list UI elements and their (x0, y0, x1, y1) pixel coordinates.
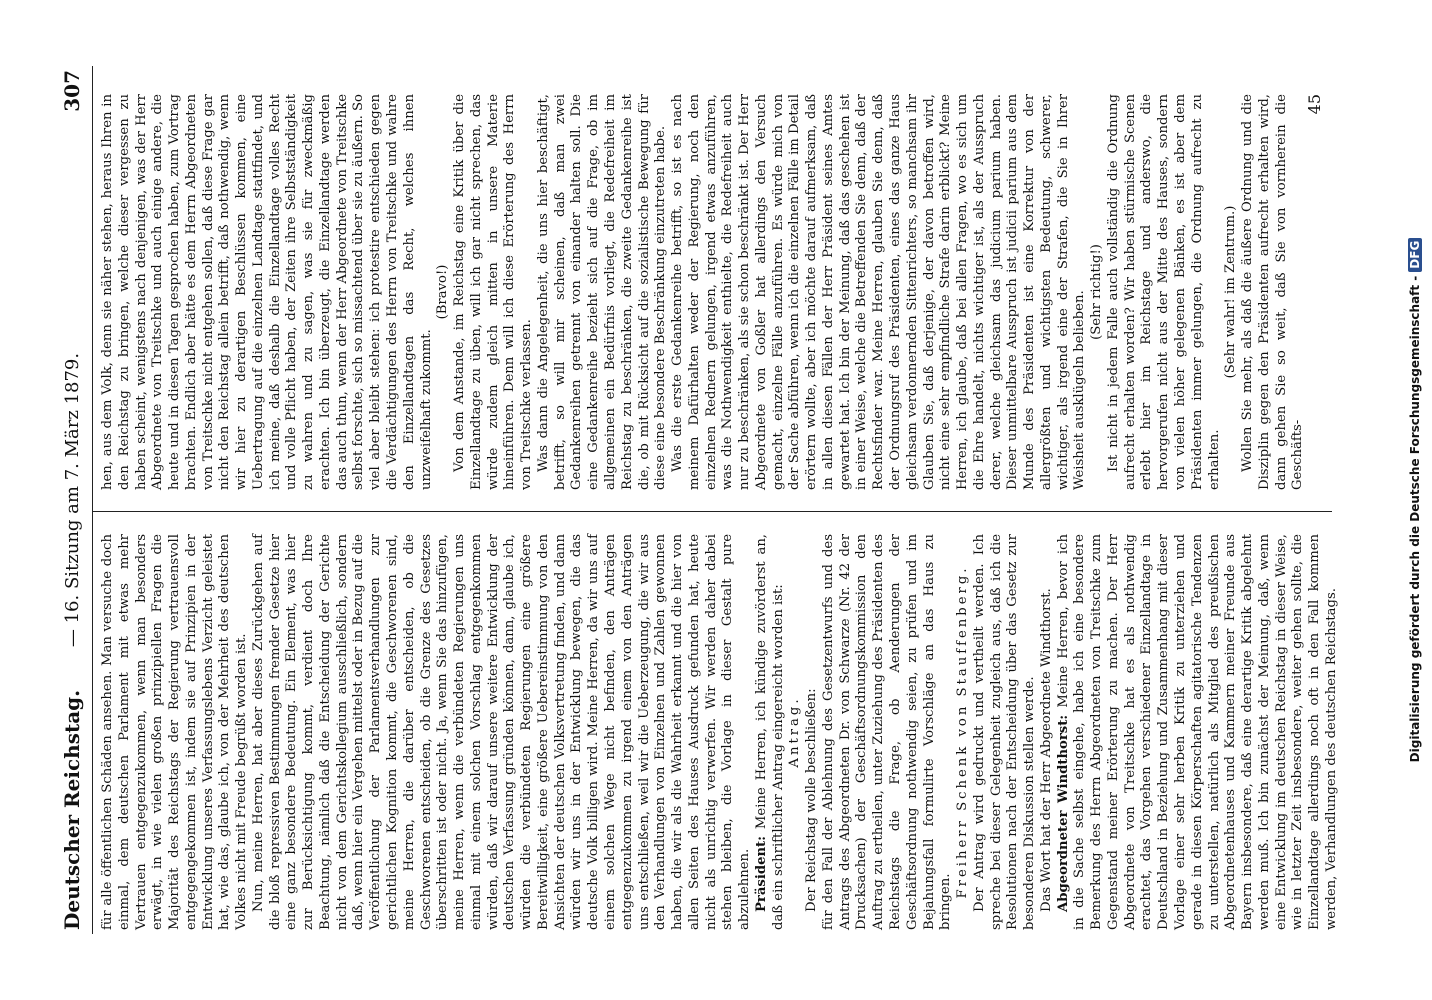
column-divider (92, 511, 1332, 512)
paragraph: Das Wort hat der Herr Abgeordnete Windthorst. (1038, 588, 1054, 912)
paragraph: hen, aus dem Volk, denn sie näher stehen, heraus Ihren in den Reichstag zu bringen, welche dieser vergessen zu haben scheint, wenigstens nach denjenigen, was der Herr Abgeordnete von Treitschke und auch einige andere, die heute und in diesen Tagen gesprochen haben, zum Vortrag brachten. Endlich aber hätte es dem Herrn Abgeordneten von Treitschke nicht entgehen sollen, daß diese Frage gar nicht den Reichstag allein betrifft, daß nothwendig, wenn wir hier zu derartigen Beschlüssen kommen, eine Uebertragung auf die einzelnen Landtage stattfindet, und ich meine, daß deshalb die Einzellandtage volles Recht und volle Pflicht haben, der Zeiten ihre Selbstständigkeit zu wahren und zu sagen, was sie für zweckmäßig erachten. Ich bin überzeugt, die Einzellandtage werden das auch thun, wenn der Herr Abgeordnete von Treitschke selbst forschte, sich so missachtend über sie zu äußern. So viel aber bleibt stehen: ich protestire entschieden gegen die Verdächtigungen des Herrn von Treitschke und wahre den Einzellandtagen das Recht, welches ihnen unzweifelhaft zukommt. (100, 94, 434, 490)
signature-mark: 45 (1305, 94, 1325, 115)
page-header (58, 66, 93, 934)
speaker-label: Präsident: (753, 835, 769, 912)
digitization-credit (1408, 40, 1428, 960)
interjection: (Sehr wahr! im Zentrum.) (1223, 205, 1239, 379)
motion-signature: Freiherr Schenk von Stauffenberg. (955, 565, 971, 899)
paragraph: Wollen Sie mehr, als daß die äußere Ordnung und die Disziplin gegen den Präsidenten aufrecht erhalten wird, dann gehen Sie so weit, daß Sie von vornherein die Geschäfts- (1240, 94, 1306, 490)
speaker-statement (1056, 534, 1341, 930)
header-publication: Deutscher Reichstag. (60, 689, 84, 930)
right-column (100, 94, 1324, 490)
paragraph: Nun, meine Herren, hat aber dieses Zurückgehen auf die bloß repressiven Bestimmungen fremder Gesetze hier eine ganz besondere Bedeutung. Ein Element, was hier zur Berücksichtigung kommt, verdient doch Ihre Beachtung, nämlich daß die Entscheidung der Gerichte nicht von dem Gerichtskollegium ausschließlich, sondern daß, wenn hier ein Vergehen mittelst oder in Bezug auf die Veröffentlichung der Parlamentsverhandlungen zur gerichtlichen Kognition kommt, die Geschworenen sind, meine Herren, die darüber entscheiden, ob die Geschworenen entscheiden, ob die Grenze des Gesetzes überschritten ist oder nicht. Ja, wenn Sie das hinzufügen, meine Herren, wenn die verbündeten Regierungen uns einmal mit einem solchen Vorschlag entgegenkommen würden, daß wir darauf unsere weitere Entwicklung der deutschen Verfassung gründen können, dann, glaube ich, würden die verbündeten Regierungen eine größere Bereitwilligkeit, eine größere Uebereinstimmung von den Ansichten der deutschen Volksvertretung finden, und dann würden wir uns in der Entwicklung bewegen, die das deutsche Volk billigen wird. Meine Herren, da wir uns auf einem solchen Wege nicht befinden, den Anträgen entgegenzukommen zu irgend einem von den Anträgen uns entschließen, weil wir die Ueberzeugung, die wir aus den Verhandlungen von Einzelnen und Zahlen gewonnen haben, die wir als die Wahrheit erkannt und die hier von allen Seiten des Hauses Ausdruck gefunden hat, heute nicht als unrichtig verwerfen. Wir werden daher dabei stehen bleiben, die Vorlage in dieser Gestalt pure abzulehnen. (250, 534, 753, 930)
motion-body: für den Fall der Ablehnung des Gesetzentwurfs und des Antrags des Abgeordneten Dr. von Schwarze (Nr. 42 der Drucksachen) der Geschäftsordnungskommission den Auftrag zu ertheilen, unter Zuziehung des Präsidenten des Reichstags die Frage, ob Aenderungen der Geschäftsordnung nothwendig seien, zu prüfen und im Bejahungsfall formulirte Vorschläge an das Haus zu bringen. (820, 534, 954, 930)
paragraph: Ist nicht in jedem Falle auch vollständig die Ordnung aufrecht erhalten worden? Wir haben stürmische Scenen erlebt hier im Reichstage und anderswo, die hervorgerufen nicht aus der Mitte des Hauses, sondern von vielen höher gelegenen Bänken, es ist aber dem Präsidenten immer gelungen, die Ordnung aufrecht zu erhalten. (1105, 94, 1222, 490)
speech-text: Meine Herren, bevor ich in die Sache selbst eingehe, habe ich eine besondere Bemerkung des Herrn Abgeordneten von Treitschke zum Gegenstand meiner Erörterung zu machen. Der Herr Abgeordnete von Treitschke hat es als nothwendig erachtet, das Vorgehen verschiedener Einzellandtage in Deutschland in Beziehung und Zusammenhang mit dieser Vorlage einer sehr herben Kritik zu unterziehen und gerade in diesen Körperschaften agitatorische Tendenzen zu unterstellen, natürlich als Mitglied des preußischen Abgeordnetenhauses und Kammern meiner Freunde aus Bayern insbesondere, daß eine derartige Kritik abgelehnt werden muß. Ich bin zunächst der Meinung, daß, wenn eine Entwicklung im deutschen Reichstag in dieser Weise, wie in letzter Zeit insbesondere, weiter gehen sollte, die Einzellandtage allerdings noch oft in den Fall kommen werden, Verhandlungen des deutschen Reichstags. (1055, 533, 1339, 930)
dfg-logo: DFG (1408, 238, 1422, 272)
paragraph: Der Antrag wird gedruckt und vertheilt werden. Ich spreche bei dieser Gelegenheit zugleich aus, daß ich die Resolutionen nach der Entscheidung über das Gesetz zur besonderen Diskussion stellen werde. (971, 534, 1038, 930)
page-number: 307 (60, 70, 84, 112)
left-column (100, 534, 1341, 930)
president-statement (754, 534, 788, 930)
motion-heading: Antrag. (787, 696, 803, 768)
paragraph: Von dem Anstande, im Reichstag eine Kritik über die Einzellandtage zu üben, will ich gar nicht sprechen, das würde zudem gleich mitten in unsere Materie hineinführen. Denn will ich diese Erörterung des Herrn von Treitschke verlassen. (452, 94, 535, 490)
paragraph: für alle öffentlichen Schäden ansehen. Man versuche doch einmal, dem deutschen Parlament mit etwas mehr Vertrauen entgegenzukommen, wenn man besonders erwägt, in wie vielen großen prinzipiellen Fragen die Majorität des Reichstags der Regierung vertrauensvoll entgegengekommen ist, indem sie auf Prinzipien in der Entwicklung unseres Verfassungslebens Verzicht geleistet hat, wie das, glaube ich, von der Mehrheit des deutschen Volkes nicht mit Freude begrüßt worden ist. (100, 534, 250, 930)
interjection: (Sehr richtig!) (1089, 244, 1105, 340)
header-session: — 16. Sitzung am 7. März 1879. (62, 352, 83, 648)
speaker-label: Abgeordneter Windthorst: (1055, 714, 1071, 912)
motion-intro: Der Reichstag wolle beschließen: (804, 688, 820, 912)
paragraph: Was die erste Gedankenreihe betrifft, so ist es nach meinem Dafürhalten weder der Regierung, noch den einzelnen Rednern gelungen, irgend etwas anzuführen, was die Nothwendigkeit enthielte, die Redefreiheit auch nur zu beschränken, als sie schon beschränkt ist. Der Herr Abgeordnete von Goßler hat allerdings den Versuch gemacht, einzelne Fälle anzuführen. Es würde mich von der Sache abführen, wenn ich die einzelnen Fälle im Detail erörtern wollte, aber ich möchte darauf aufmerksam, daß in allen diesen Fällen der Herr Präsident seines Amtes gewartet hat. Ich bin der Meinung, daß das geschehen ist in einer Weise, welche die Betreffenden Sie denn, daß der Rechtsfinder war. Meine Herren, glauben Sie denn, daß der Ordnungsruf des Präsidenten, eines das ganze Haus gleichsam verdonnernden Sittenrichters, so manchsam ihr Glauben Sie, daß derjenige, der davon betroffen wird, nicht eine sehr empfindliche Strafe darin erblickt? Meine Herren, ich glaube, daß bei allen Fragen, wo es sich um die Ehre handelt, nichts wichtiger ist, als der Ausspruch derer, welche gleichsam das judicium parium haben. Dieser unmittelbare Ausspruch ist judicii parium aus dem Munde des Präsidenten ist eine Korrektur von der allergrößten und wichtigsten Bedeutung, schwerer, wichtiger, als irgend eine der Strafen, die Sie in Ihrer Weisheit ausklügeln belieben. (670, 94, 1088, 490)
interjection: (Bravo!) (435, 264, 451, 320)
paragraph: Was dann die Angelegenheit, die uns hier beschäftigt, betrifft, so will mir scheinen, daß man zwei Gedankenreihen getrennt von einander halten soll. Die eine Gedankenreihe bezieht sich auf die Frage, ob im allgemeinen ein Bedürfnis vorliegt, die Redefreiheit im Reichstag zu beschränken, die zweite Gedankenreihe ist die, ob mit Rücksicht auf die sozialistische Bewegung für diese eine besondere Beschränkung einzutreten habe. (535, 94, 669, 490)
speech-text: Meine Herren, ich kündige zuvörderst an, daß ein schriftlicher Antrag eingereicht worden ist: (753, 534, 786, 930)
credit-text: Digitalisierung gefördert durch die Deutsche Forschungsgemeinschaft - (1408, 275, 1422, 763)
